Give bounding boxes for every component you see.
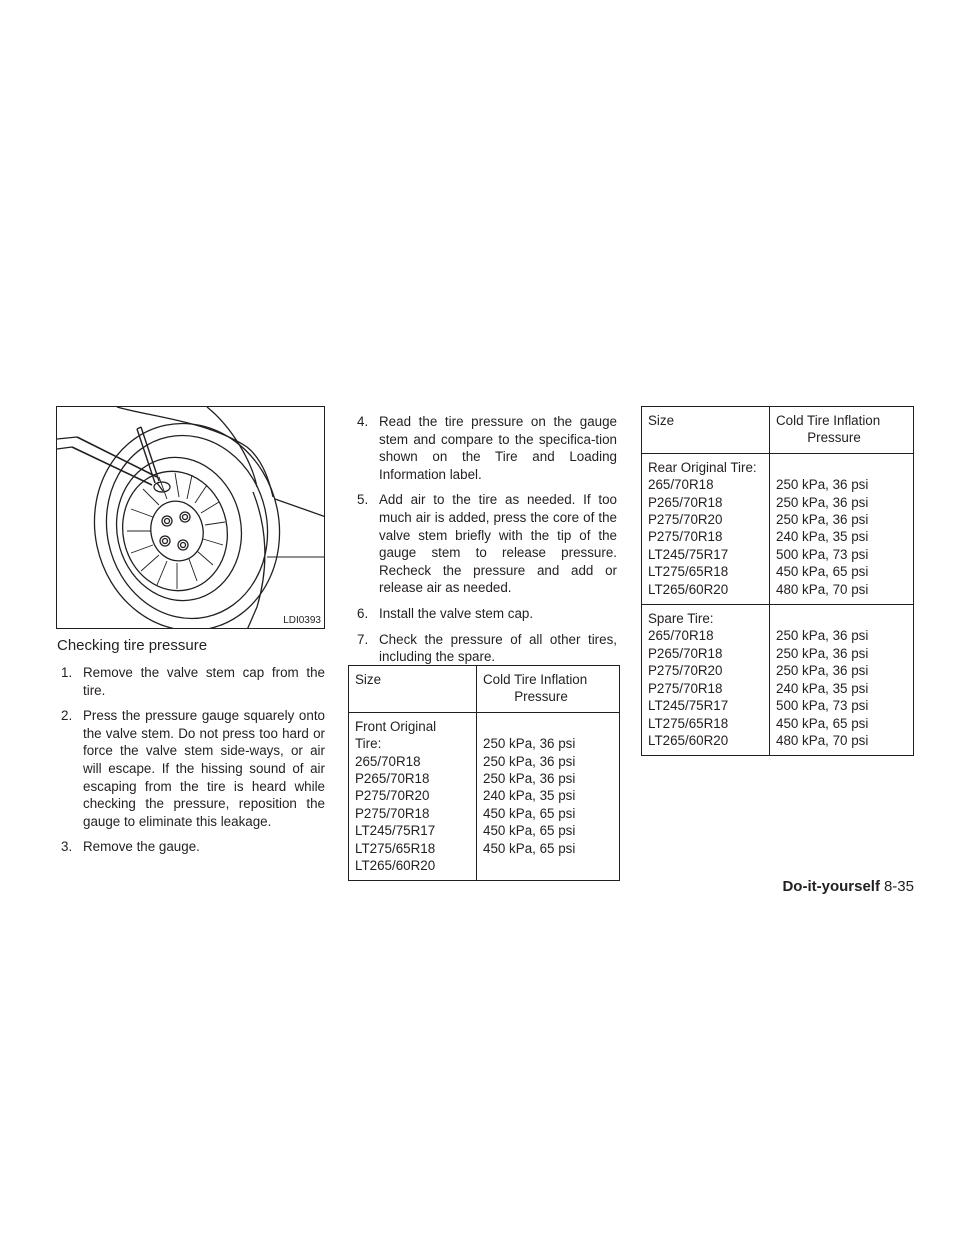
- size-header: Size: [349, 666, 477, 713]
- pressure-header: [477, 666, 620, 713]
- step-number: 6.: [357, 605, 369, 621]
- step-text: Read the tire pressure on the gauge stem and compare to the specifica-tion shown on the Tire and Loading Information label.: [379, 414, 617, 482]
- tire-pressure: 450 kPa, 65 psi: [776, 715, 869, 731]
- step-number: 4.: [357, 414, 369, 429]
- step-text: Remove the gauge.: [83, 839, 200, 855]
- tire-size: LT245/75R17: [355, 823, 436, 839]
- tire-pressure: 250 kPa, 36 psi: [776, 628, 869, 644]
- tire-pressure: 250 kPa, 36 psi: [776, 645, 869, 661]
- size-cell: [642, 453, 770, 604]
- tire-pressure: 250 kPa, 36 psi: [776, 477, 869, 493]
- tire-with-gauge-drawing: [57, 407, 325, 629]
- step-text: Remove the valve stem cap from the tire.: [83, 665, 325, 698]
- tire-size: P275/70R18: [355, 805, 430, 821]
- footer-section-name: Do-it-yourself: [782, 878, 880, 895]
- tire-pressure: 480 kPa, 70 psi: [776, 732, 869, 748]
- tire-pressure: 250 kPa, 36 psi: [483, 736, 576, 752]
- tire-size: P275/70R20: [355, 788, 430, 804]
- tire-size: LT275/65R18: [355, 840, 436, 856]
- pressure-cell: [770, 453, 914, 604]
- pressure-header: [770, 407, 914, 454]
- group-label: Front Original: [355, 718, 437, 734]
- pressure-cell: [477, 712, 620, 881]
- page-footer: [782, 878, 914, 895]
- rear-spare-tire-pressure-table: [641, 406, 914, 756]
- group-label: Rear Original Tire:: [648, 459, 757, 475]
- step-text: Check the pressure of all other tires, including the spare.: [379, 631, 617, 665]
- step-number: 7.: [357, 631, 369, 647]
- step-item: [357, 631, 617, 666]
- figure-code: LDI0393: [283, 615, 321, 626]
- step-number: 3.: [61, 839, 73, 855]
- step-text: Add air to the tire as needed. If too much air is added, press the core of the valve stem briefly with the tip of the gauge stem to release pressure. Recheck the pressure and add or release air as needed.: [379, 492, 617, 596]
- tire-size: LT245/75R17: [648, 698, 729, 714]
- tire-size: LT275/65R18: [648, 564, 729, 580]
- pressure-header-line1: Cold Tire Inflation: [776, 413, 881, 428]
- tire-size: LT265/60R20: [648, 581, 729, 597]
- tire-pressure: 250 kPa, 36 psi: [483, 753, 576, 769]
- tire-pressure: 240 kPa, 35 psi: [483, 788, 576, 804]
- group-label: Spare Tire:: [648, 611, 714, 627]
- step-number: 2.: [61, 708, 73, 724]
- tire-pressure: 450 kPa, 65 psi: [776, 564, 869, 580]
- step-item: [61, 664, 325, 699]
- step-item: [61, 707, 325, 830]
- tire-size: LT265/60R20: [355, 858, 436, 874]
- pressure-cell: [770, 605, 914, 756]
- tire-size: P275/70R20: [648, 512, 723, 528]
- step-item: [61, 838, 325, 856]
- tire-size: P275/70R20: [648, 663, 723, 679]
- tire-size: P265/70R18: [355, 771, 430, 787]
- pressure-header-line2: Pressure: [514, 689, 568, 705]
- group-label: Tire:: [355, 736, 382, 752]
- size-cell: [642, 605, 770, 756]
- page-number: 8-35: [883, 878, 914, 895]
- tire-pressure: 240 kPa, 35 psi: [776, 529, 869, 545]
- step-number: 5.: [357, 492, 369, 508]
- steps-list-left: [61, 664, 325, 864]
- tire-pressure: 450 kPa, 65 psi: [483, 823, 576, 839]
- size-cell: [349, 712, 477, 881]
- step-text: Press the pressure gauge squarely onto the valve stem. Do not press too hard or force the valve stem side-ways, or air will escape. If the hissing sound of air escaping from the tire is heard while checking the pressure, reposition the gauge to eliminate this leakage.: [83, 708, 325, 829]
- step-item: [357, 491, 617, 597]
- tire-pressure: 250 kPa, 36 psi: [776, 494, 869, 510]
- tire-pressure: 500 kPa, 73 psi: [776, 546, 869, 562]
- tire-pressure: 480 kPa, 70 psi: [776, 581, 869, 597]
- tire-size: 265/70R18: [648, 628, 714, 644]
- tire-size: LT265/60R20: [648, 732, 729, 748]
- steps-list-right: [357, 413, 617, 674]
- tire-pressure: 250 kPa, 36 psi: [776, 663, 869, 679]
- step-item: [357, 413, 617, 483]
- tire-size: P265/70R18: [648, 645, 723, 661]
- tire-size: P275/70R18: [648, 529, 723, 545]
- step-number: 1.: [61, 665, 73, 680]
- pressure-header-line1: Cold Tire Inflation: [483, 672, 588, 687]
- tire-pressure: 500 kPa, 73 psi: [776, 698, 869, 714]
- tire-size: LT275/65R18: [648, 715, 729, 731]
- size-header: Size: [642, 407, 770, 454]
- tire-size: P275/70R18: [648, 680, 723, 696]
- front-tire-pressure-table: [348, 665, 620, 881]
- tire-gauge-illustration: [56, 406, 325, 629]
- tire-size: P265/70R18: [648, 494, 723, 510]
- pressure-header-line2: Pressure: [807, 430, 861, 446]
- tire-pressure: 450 kPa, 65 psi: [483, 805, 576, 821]
- tire-pressure: 240 kPa, 35 psi: [776, 680, 869, 696]
- section-title: Checking tire pressure: [57, 637, 208, 654]
- tire-size: 265/70R18: [648, 477, 714, 493]
- step-item: [357, 605, 617, 623]
- step-text: Install the valve stem cap.: [379, 605, 534, 621]
- tire-pressure: 450 kPa, 65 psi: [483, 840, 576, 856]
- tire-pressure: 250 kPa, 36 psi: [776, 512, 869, 528]
- tire-pressure: 250 kPa, 36 psi: [483, 771, 576, 787]
- tire-size: LT245/75R17: [648, 546, 729, 562]
- tire-size: 265/70R18: [355, 753, 421, 769]
